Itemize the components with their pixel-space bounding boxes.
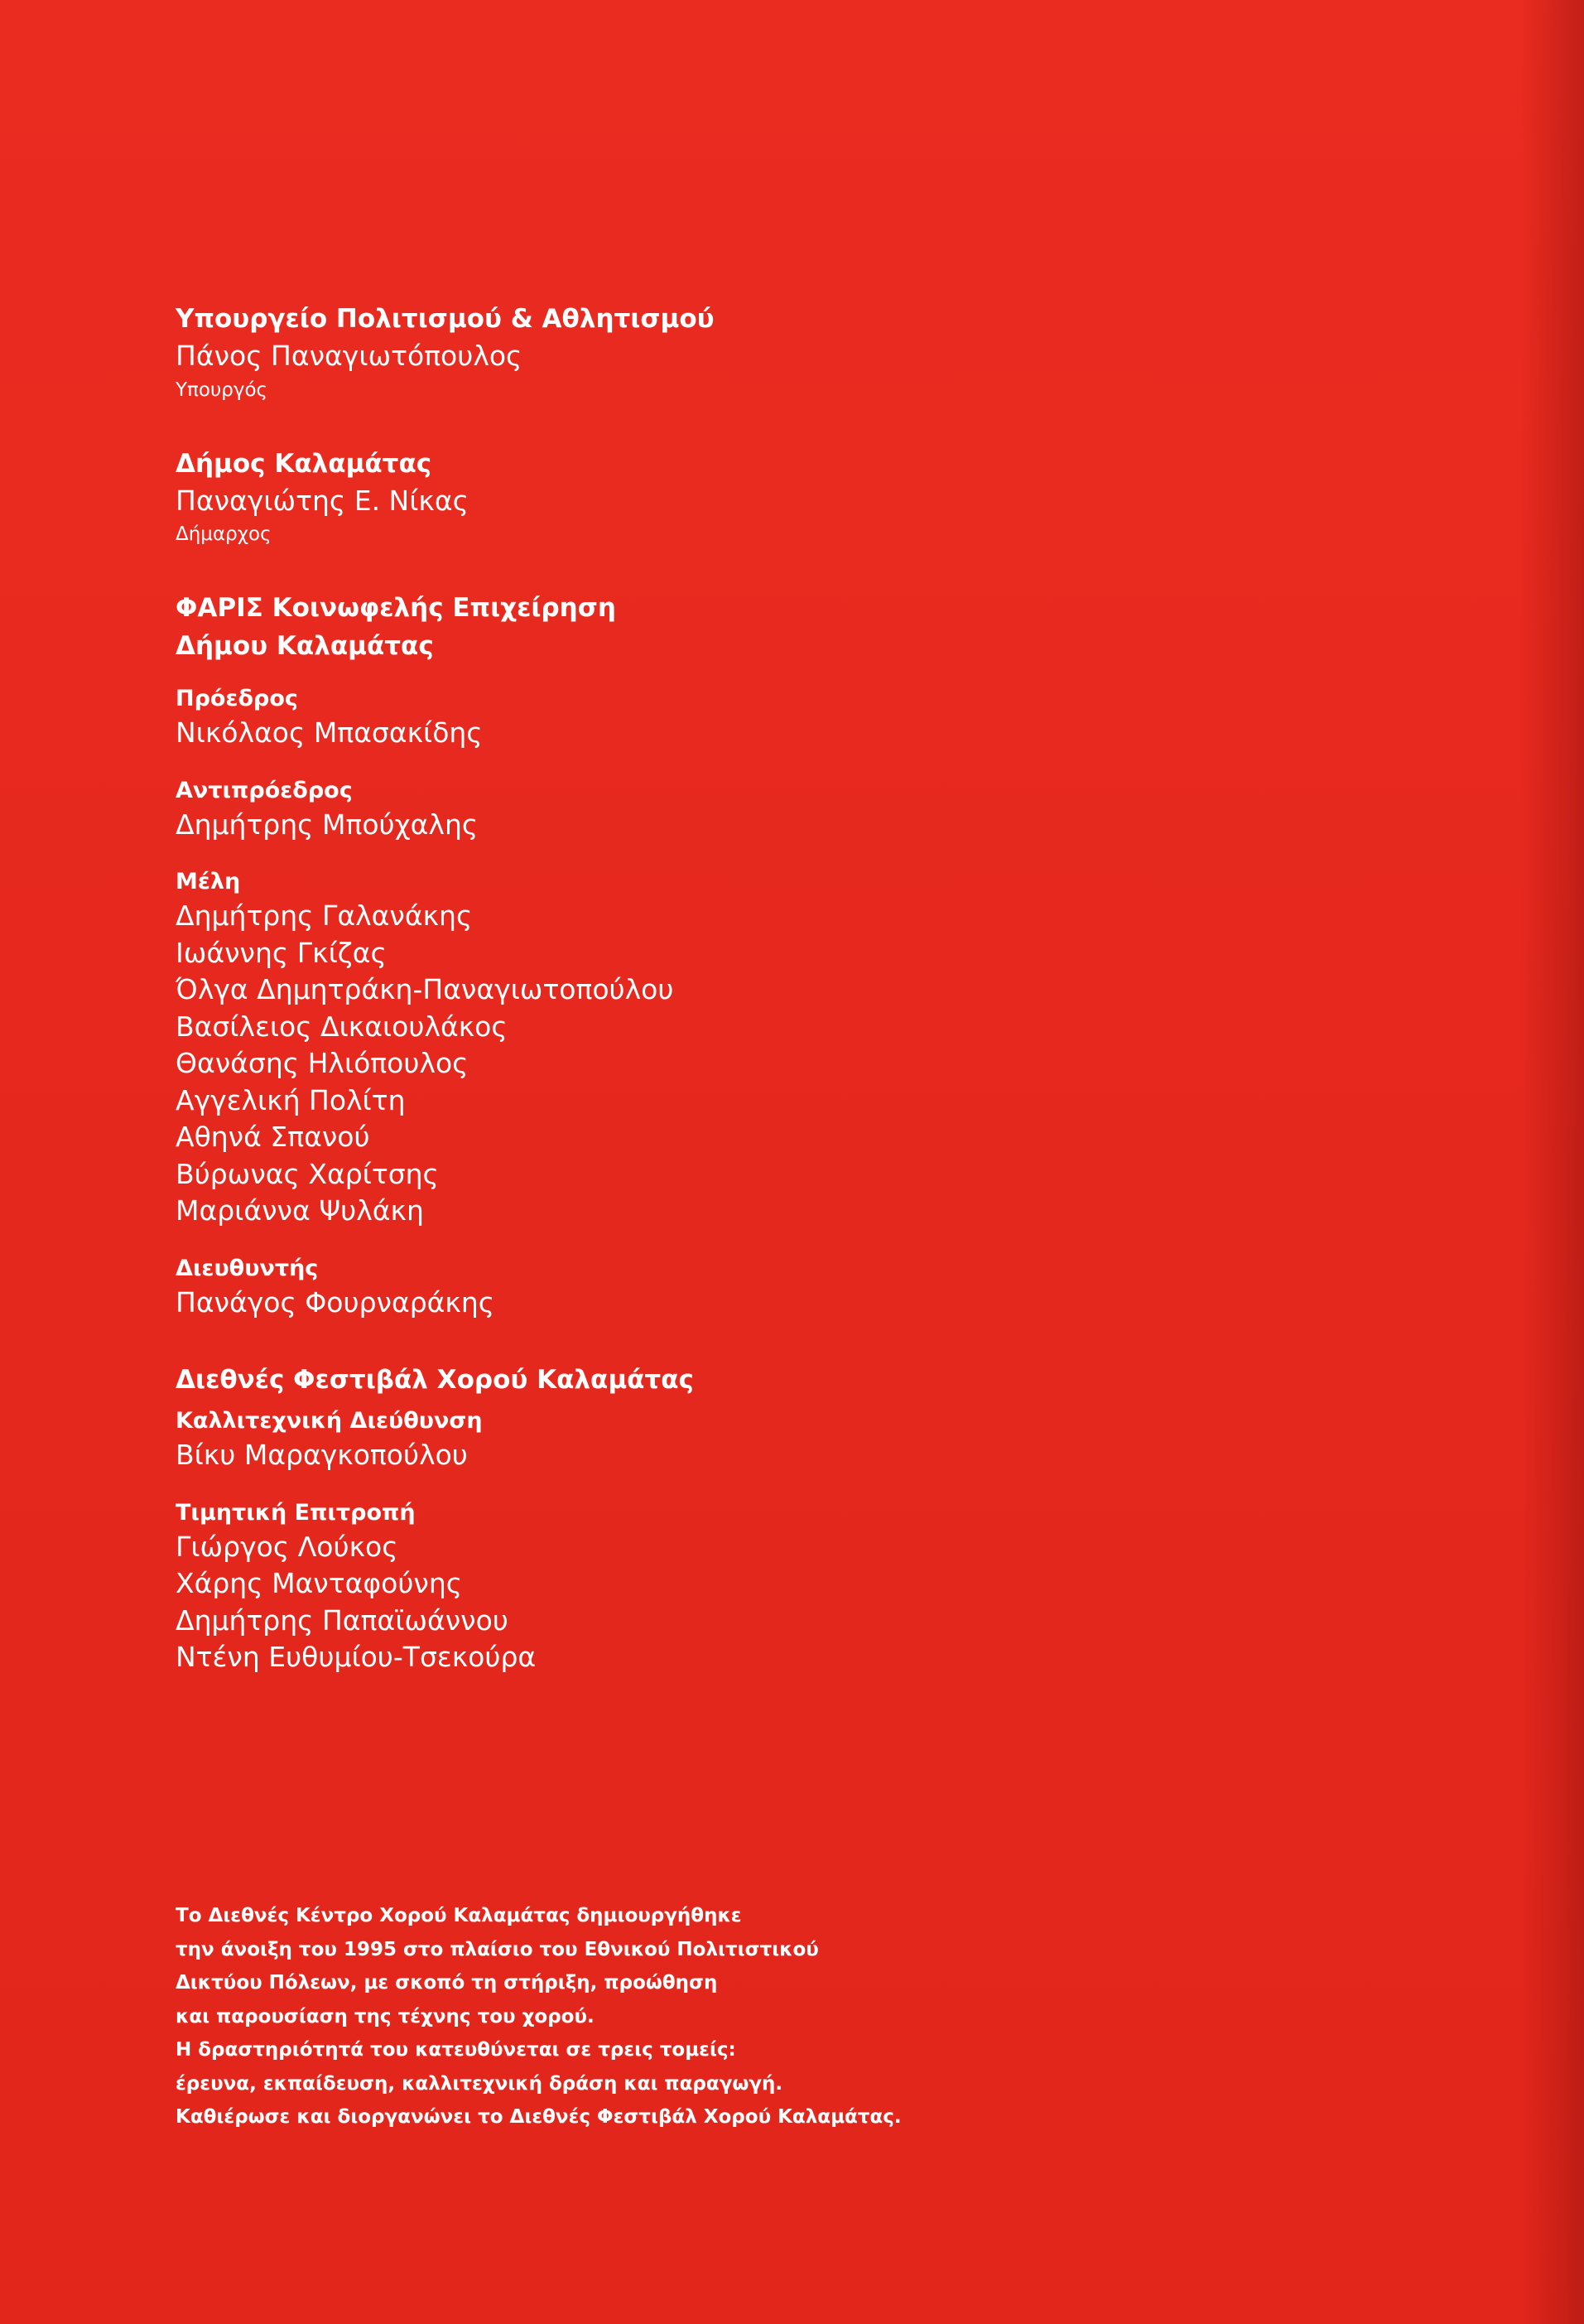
about-line: Η δραστηριότητά του κατευθύνεται σε τρεις τομείς: — [176, 2039, 736, 2061]
about-line: Δικτύου Πόλεων, με σκοπό τη στήριξη, προώθηση — [176, 1972, 718, 1994]
ministry-role: Υπουργός — [176, 378, 268, 401]
about-line: έρευνα, εκπαίδευση, καλλιτεχνική δράση και παραγωγή. — [176, 2072, 783, 2095]
municipality-section — [176, 445, 1252, 550]
faris-member: Ιωάννης Γκίζας — [176, 936, 387, 969]
festival-committee-member: Γιώργος Λούκος — [176, 1530, 398, 1563]
festival-org: Διεθνές Φεστιβάλ Χορού Καλαμάτας — [176, 1365, 694, 1395]
faris-president-label: Πρόεδρος — [176, 686, 298, 711]
faris-member: Βύρωνας Χαρίτσης — [176, 1157, 439, 1190]
festival-committee-member: Δημήτρης Παπαϊωάννου — [176, 1603, 508, 1637]
faris-member: Αθηνά Σπανού — [176, 1121, 370, 1153]
faris-vice-label: Αντιπρόεδρος — [176, 777, 353, 803]
faris-member: Βασίλειος Δικαιουλάκος — [176, 1010, 508, 1043]
faris-vice: Δημήτρης Μπούχαλης — [176, 808, 479, 841]
faris-members-label: Μέλη — [176, 869, 241, 894]
about-line: Καθιέρωσε και διοργανώνει το Διεθνές Φεστιβάλ Χορού Καλαμάτας. — [176, 2106, 902, 2128]
festival-committee-member: Χάρης Μανταφούνης — [176, 1567, 463, 1599]
faris-member: Αγγελική Πολίτη — [176, 1083, 406, 1116]
about-paragraph — [176, 1899, 1252, 2134]
festival-artistic-label: Καλλιτεχνική Διεύθυνση — [176, 1408, 483, 1434]
faris-org-line1: ΦΑΡΙΣ Κοινωφελής Επιχείρηση — [176, 593, 616, 623]
municipality-role: Δήμαρχος — [176, 523, 272, 545]
faris-section — [176, 589, 1252, 1321]
ministry-org: Υπουργείο Πολιτισμού & Αθλητισμού — [176, 304, 715, 334]
festival-committee-label: Τιμητική Επιτροπή — [176, 1499, 416, 1526]
faris-director-label: Διευθυντής — [176, 1255, 319, 1281]
ministry-name: Πάνος Παναγιωτόπουλος — [176, 340, 522, 372]
about-line: και παρουσίαση της τέχνης του χορού. — [176, 2005, 595, 2027]
faris-member: Όλγα Δημητράκη-Παναγιωτοπούλου — [176, 973, 674, 1005]
faris-director: Πανάγος Φουρναράκης — [176, 1285, 495, 1319]
festival-committee-member: Ντένη Ευθυμίου-Τσεκούρα — [176, 1641, 537, 1673]
about-line: Το Διεθνές Κέντρο Χορού Καλαμάτας δημιουργήθηκε — [176, 1905, 742, 1926]
faris-president: Νικόλαος Μπασακίδης — [176, 716, 483, 749]
municipality-name: Παναγιώτης Ε. Νίκας — [176, 484, 469, 517]
festival-artistic-director: Βίκυ Μαραγκοπούλου — [176, 1439, 468, 1471]
faris-member: Θανάσης Ηλιόπουλος — [176, 1047, 469, 1079]
faris-member: Μαριάννα Ψυλάκη — [176, 1194, 424, 1227]
municipality-org: Δήμος Καλαμάτας — [176, 448, 432, 479]
faris-member: Δημήτρης Γαλανάκης — [176, 899, 473, 932]
faris-org-line2: Δήμου Καλαμάτας — [176, 631, 434, 661]
credits-list — [176, 300, 1252, 1676]
festival-section — [176, 1361, 1252, 1676]
about-line: την άνοιξη του 1995 στο πλαίσιο του Εθνικού Πολιτιστικού — [176, 1938, 819, 1960]
ministry-section — [176, 300, 1252, 405]
